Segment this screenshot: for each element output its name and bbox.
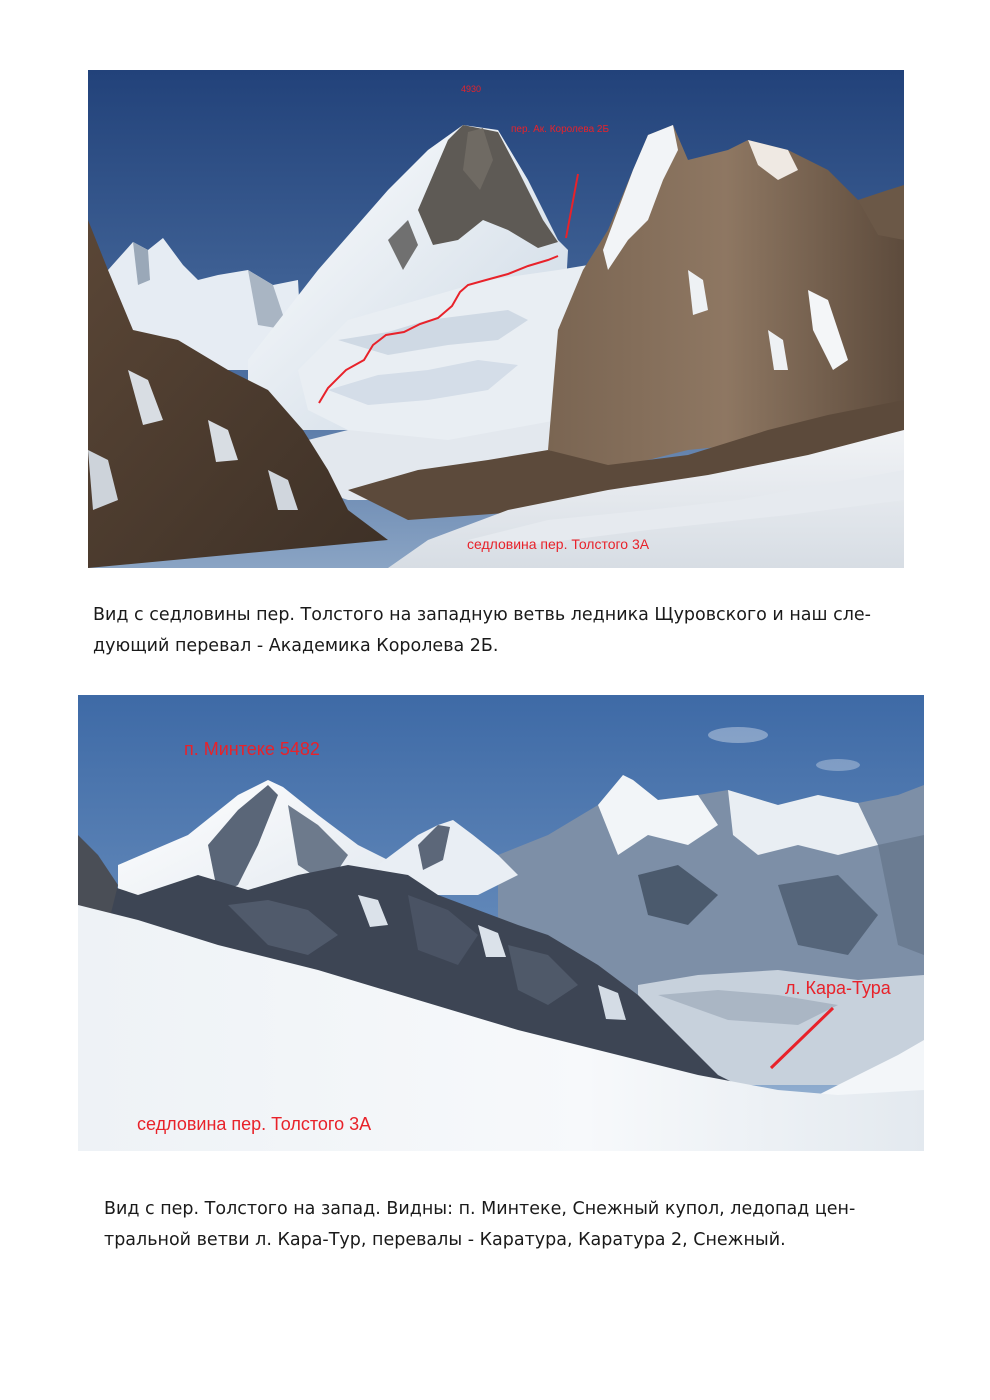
caption-photo1	[93, 600, 923, 662]
peak-label: п. Минтеке 5482	[184, 739, 320, 759]
caption-photo2	[104, 1194, 904, 1256]
caption2-line2: тральной ветви л. Кара-Тур, перевалы - Каратура, Каратура 2, Снежный.	[104, 1230, 786, 1250]
glacier-label: л. Кара-Тура	[785, 978, 891, 998]
caption1-line2: дующий перевал - Академика Королева 2Б.	[93, 636, 499, 656]
photo-academician-korolev-pass	[88, 70, 904, 568]
caption2-line1: Вид с пер. Толстого на запад. Видны: п. Минтеке, Снежный купол, ледопад цен-	[104, 1199, 856, 1219]
caption1-line1: Вид с седловины пер. Толстого на западную ветвь ледника Щуровского и наш сле-	[93, 605, 871, 625]
pass-label: пер. Ак. Королева 2Б	[511, 124, 610, 135]
photo1-scene	[88, 70, 904, 568]
saddle-label: седловина пер. Толстого 3А	[137, 1114, 372, 1134]
saddle-label: седловина пер. Толстого 3А	[467, 536, 650, 552]
photo2-scene	[78, 695, 924, 1151]
height-label: 4930	[461, 84, 482, 94]
photo-minteke-panorama	[78, 695, 924, 1151]
